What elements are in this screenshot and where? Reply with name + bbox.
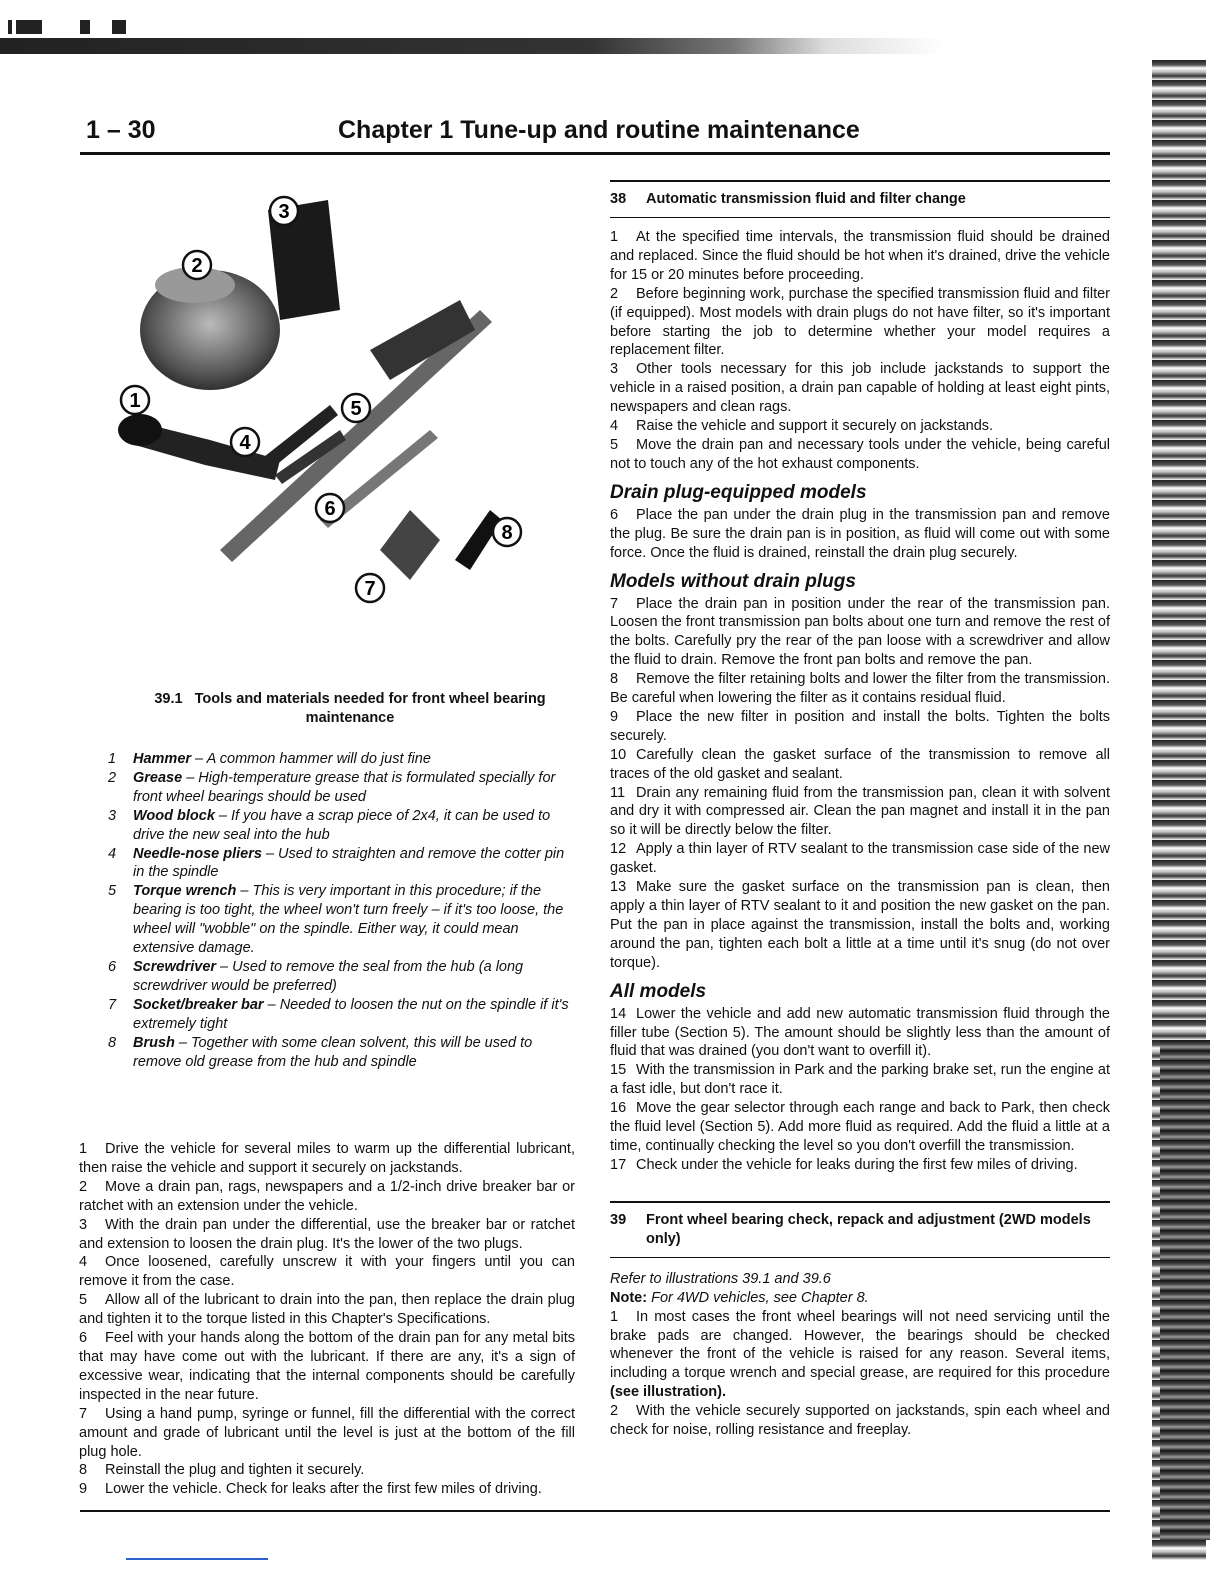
step-number: 9 xyxy=(610,708,619,725)
tools-photo xyxy=(110,190,540,610)
step-text: Drive the vehicle for several miles to warm up the differential lubricant, then raise the vehicle and support it securely on jackstands. xyxy=(79,1141,575,1176)
legend-item xyxy=(108,750,578,769)
legend-description: – Needed to loosen the nut on the spindle if it's extremely tight xyxy=(133,996,569,1032)
step-number: 3 xyxy=(610,361,619,378)
legend-number: 2 xyxy=(108,769,117,786)
legend-item xyxy=(108,996,578,1034)
callout-5 xyxy=(342,394,370,422)
step-number: 10 xyxy=(610,746,627,763)
step-number: 8 xyxy=(610,671,619,688)
step-text: Place the drain pan in position under the rear of the transmission pan. Loosen the front transmission pan bolts about one turn and remove the rest of the bolts. Carefully pry the rear of the pan loose with a screwdriver and allow the fluid to drain. Remove the front pan bolts and remove the pan. xyxy=(610,595,1110,669)
step-number: 1 xyxy=(79,1141,88,1157)
step xyxy=(610,670,1110,708)
legend-description: – Used to remove the seal from the hub (a long screwdriver would be preferred) xyxy=(133,958,524,994)
step xyxy=(610,506,1110,563)
legend-number: 7 xyxy=(108,996,117,1013)
step-number: 2 xyxy=(79,1178,88,1195)
step-text: Raise the vehicle and support it securely on jackstands. xyxy=(636,418,994,435)
svg-text:1: 1 xyxy=(129,390,141,412)
bottom-rule xyxy=(80,1510,1110,1512)
legend-number: 6 xyxy=(108,958,117,975)
legend-term: Grease xyxy=(133,769,183,786)
section-38-all-steps xyxy=(610,1005,1110,1175)
step-text: In most cases the front wheel bearings will not need servicing until the brake pads are changed. However, the bearings should be checked whenever the front of the vehicle is raised for any reason. Several items, including a torque wrench and special grease, are required for this procedure xyxy=(610,1308,1110,1382)
step-text: Other tools necessary for this job include jackstands to support the vehicle in a raised position, a drain pan capable of holding at least eight pints, newspapers and clean rags. xyxy=(610,361,1110,416)
step xyxy=(610,1156,1110,1175)
step-number: 14 xyxy=(610,1005,627,1022)
legend-term: Needle-nose pliers xyxy=(133,845,262,862)
note xyxy=(610,1289,1110,1308)
step xyxy=(610,708,1110,746)
step-text: Using a hand pump, syringe or funnel, fill the differential with the correct amount and grade of lubricant until the level is just at the bottom of the fill plug hole. xyxy=(79,1405,575,1460)
step-number: 12 xyxy=(610,841,627,858)
step xyxy=(79,1480,575,1499)
figure-caption xyxy=(130,690,570,728)
step-number: 6 xyxy=(79,1330,88,1347)
section-38-intro xyxy=(610,228,1110,474)
section-38-title xyxy=(610,182,1110,217)
step xyxy=(79,1291,575,1329)
svg-text:8: 8 xyxy=(501,522,513,544)
section-38-no-drain-steps xyxy=(610,595,1110,973)
legend-term: Socket/breaker bar xyxy=(133,996,264,1013)
section-number: 38 xyxy=(610,191,627,207)
step-text: Carefully clean the gasket surface of the transmission to remove all traces of the old gasket and sealant. xyxy=(610,746,1110,782)
step-text: Place the new filter in position and install the bolts. Tighten the bolts securely. xyxy=(610,708,1110,744)
step-number: 13 xyxy=(610,879,627,896)
legend-term: Hammer xyxy=(133,751,192,767)
legend-item xyxy=(108,845,578,883)
page-header xyxy=(86,116,1110,156)
step-text: At the specified time intervals, the transmission fluid should be drained and replaced. Since the fluid should be hot when it's drained, drive the vehicle for 15 or 20 minutes before proceeding. xyxy=(610,229,1110,283)
step-text: Remove the filter retaining bolts and lower the filter from the transmission. Be careful when lowering the filter as it contains residual fluid. xyxy=(610,671,1110,707)
step xyxy=(610,595,1110,671)
step xyxy=(610,360,1110,417)
step-number: 4 xyxy=(610,418,619,435)
step-text: Allow all of the lubricant to drain into the pan, then replace the drain plug and tighten it to the torque listed in this Chapter's Specifications. xyxy=(79,1292,575,1328)
tools-illustration xyxy=(110,190,540,610)
step-text: Move a drain pan, rags, newspapers and a 1/2-inch drive breaker bar or ratchet with an extension under the vehicle. xyxy=(79,1178,575,1214)
step-text: Drain any remaining fluid from the transmission pan, clean it with solvent and dry it with compressed air. Clean the pan magnet and install it in the pan so it will be directly below the filter. xyxy=(610,784,1110,839)
section-39-title xyxy=(610,1203,1110,1257)
step-number: 2 xyxy=(610,285,619,302)
step-text: With the drain pan under the differential, use the breaker bar or ratchet and extension to loosen the drain plug. It's the lower of the two plugs. xyxy=(79,1216,575,1252)
step-text: With the vehicle securely supported on jackstands, spin each wheel and check for noise, rolling resistance and freeplay. xyxy=(610,1403,1110,1439)
step xyxy=(610,436,1110,474)
svg-text:2: 2 xyxy=(191,255,203,277)
callout-1 xyxy=(121,386,149,414)
step xyxy=(610,784,1110,841)
page-number: 1 – 30 xyxy=(86,116,156,144)
legend-item xyxy=(108,1034,578,1072)
step xyxy=(610,746,1110,784)
step-text: Make sure the gasket surface on the transmission pan is clean, then apply a thin layer of RTV sealant to it and position the new gasket on the pan. Put the pan in place against the transmission, install the bolts and, working around the pan, tighten each bolt a little at a time until it's snug (do not over torque). xyxy=(610,879,1110,971)
callout-4 xyxy=(231,428,259,456)
legend-item xyxy=(108,769,578,807)
step xyxy=(610,285,1110,361)
note-text: For 4WD vehicles, see Chapter 8. xyxy=(651,1289,869,1306)
step-number: 6 xyxy=(610,506,619,523)
step xyxy=(79,1178,575,1216)
step-number: 7 xyxy=(610,595,619,612)
footer-link-line xyxy=(126,1558,268,1560)
callout-3 xyxy=(270,197,298,225)
step-text: Before beginning work, purchase the specified transmission fluid and filter (if equipped). Most models with drain plugs do not have filter, so it's important before starting the job to determine whether your model requires a replacement filter. xyxy=(610,285,1110,359)
step xyxy=(610,228,1110,285)
step-number: 9 xyxy=(79,1481,88,1498)
subhead-drain-plug: Drain plug-equipped models xyxy=(610,481,867,503)
section-rule xyxy=(610,1257,1110,1258)
legend-term: Wood block xyxy=(133,807,215,824)
differential-steps xyxy=(79,1140,575,1499)
hammer-head xyxy=(118,414,162,446)
step-number: 11 xyxy=(610,784,626,801)
section-38-drain-steps xyxy=(610,506,1110,563)
legend-description: – Used to straighten and remove the cotter pin in the spindle xyxy=(133,845,565,881)
step xyxy=(610,1005,1110,1062)
step xyxy=(610,1061,1110,1099)
step xyxy=(79,1216,575,1254)
legend-term: Torque wrench xyxy=(133,883,237,900)
figure-caption-text: Tools and materials needed for front wheel bearing maintenance xyxy=(194,691,546,726)
step-number: 4 xyxy=(79,1254,88,1271)
section-number: 39 xyxy=(610,1211,627,1228)
section-title-text: Automatic transmission fluid and filter change xyxy=(646,191,966,207)
legend-item xyxy=(108,807,578,845)
legend-number: 8 xyxy=(108,1034,117,1051)
header-rule xyxy=(80,152,1110,155)
socket-breaker-bar xyxy=(380,510,440,580)
step-text: Apply a thin layer of RTV sealant to the transmission case side of the new gasket. xyxy=(610,841,1110,877)
legend-number: 1 xyxy=(108,751,117,767)
step-text: Move the gear selector through each range and back to Park, then check the fluid level (Section 5). Add more fluid as required. Add the fluid a little at a time, continually checking the level so you don't overfill the transmission. xyxy=(610,1100,1110,1154)
refer-illustrations: Refer to illustrations 39.1 and 39.6 xyxy=(610,1270,831,1287)
step xyxy=(610,878,1110,973)
legend-item xyxy=(108,882,578,958)
figure-legend xyxy=(108,750,578,1071)
section-rule xyxy=(610,217,1110,218)
step-text: Reinstall the plug and tighten it securely. xyxy=(105,1462,365,1479)
svg-text:4: 4 xyxy=(239,432,251,454)
step-number: 3 xyxy=(79,1216,88,1233)
see-illustration: (see illustration). xyxy=(610,1384,727,1401)
legend-item xyxy=(108,958,578,996)
step xyxy=(79,1405,575,1462)
callout-8 xyxy=(493,518,521,546)
step xyxy=(610,417,1110,436)
legend-number: 5 xyxy=(108,883,117,900)
step-number: 17 xyxy=(610,1156,627,1173)
step xyxy=(79,1461,575,1480)
step-number: 5 xyxy=(610,436,619,453)
step-number: 7 xyxy=(79,1405,88,1422)
step xyxy=(79,1140,575,1178)
legend-number: 4 xyxy=(108,845,117,862)
subhead-all-models: All models xyxy=(610,980,707,1002)
step xyxy=(610,1099,1110,1156)
legend-term: Screwdriver xyxy=(133,958,217,975)
callout-2 xyxy=(183,251,211,279)
legend-description: – A common hammer will do just fine xyxy=(191,751,431,767)
section-title-text: Front wheel bearing check, repack and adjustment (2WD models only) xyxy=(646,1211,1091,1247)
subhead-no-drain: Models without drain plugs xyxy=(610,570,856,592)
step: 2 With the vehicle securely supported on jackstands, spin each wheel and check for noise, rolling resistance and freeplay. xyxy=(610,1403,1110,1439)
step xyxy=(79,1329,575,1405)
step-number: 1 xyxy=(610,229,619,245)
scan-marks xyxy=(0,20,140,36)
step-text: Lower the vehicle. Check for leaks after the first few miles of driving. xyxy=(105,1481,542,1498)
legend-description: – Together with some clean solvent, this will be used to remove old grease from the hub and spindle xyxy=(133,1034,533,1070)
step: 1 In most cases the front wheel bearings will not need servicing until the brake pads are changed. However, the bearings should be checked whenever the front of the vehicle is raised for any reason. Several items, including a torque wrench and special grease, are required for this procedure (see illustration). xyxy=(610,1308,1110,1401)
step-text: With the transmission in Park and the parking brake set, run the engine at a fast idle, but don't race it. xyxy=(610,1062,1110,1098)
legend-number: 3 xyxy=(108,807,117,824)
svg-text:5: 5 xyxy=(350,398,362,420)
step xyxy=(610,840,1110,878)
legend-description: – This is very important in this procedure; if the bearing is too tight, the wheel won't turn freely – if it's too loose, the wheel will "wobble" on the spindle. Either way, it could mean extensive damage. xyxy=(133,883,564,957)
step-text: Once loosened, carefully unscrew it with your fingers until you can remove it from the case. xyxy=(79,1254,575,1290)
legend-term: Brush xyxy=(133,1034,175,1051)
step-text: Move the drain pan and necessary tools under the vehicle, being careful not to touch any of the hot exhaust components. xyxy=(610,436,1110,472)
svg-text:7: 7 xyxy=(364,578,376,600)
right-column xyxy=(610,180,1110,1440)
chapter-title: Chapter 1 Tune-up and routine maintenance xyxy=(338,116,860,144)
step xyxy=(79,1253,575,1291)
step-number: 5 xyxy=(79,1292,88,1309)
step-text: Check under the vehicle for leaks during the first few miles of driving. xyxy=(636,1156,1078,1173)
note-label: Note: xyxy=(610,1289,648,1306)
callout-7 xyxy=(356,574,384,602)
callout-6 xyxy=(316,494,344,522)
scan-edge-right-lower xyxy=(1160,1040,1210,1540)
svg-text:6: 6 xyxy=(324,498,336,520)
figure-caption-number: 39.1 xyxy=(154,691,183,707)
legend-description: – High-temperature grease that is formulated specially for front wheel bearings should be used xyxy=(133,769,556,805)
step-number: 15 xyxy=(610,1062,627,1079)
step-number: 8 xyxy=(79,1462,88,1479)
step-text: Lower the vehicle and add new automatic transmission fluid through the filler tube (Section 5). The amount should be slightly less than the amount of fluid that was drained (you don't want to overfill it). xyxy=(610,1005,1110,1060)
step-number: 16 xyxy=(610,1100,627,1117)
step-text: Place the pan under the drain plug in the transmission pan and remove the plug. Be sure the drain pan is in position, as fluid will come out with some force. Once the fluid is drained, reinstall the drain plug securely. xyxy=(610,506,1110,561)
legend-description: – If you have a scrap piece of 2x4, it can be used to drive the new seal into the hub xyxy=(133,807,551,843)
svg-text:3: 3 xyxy=(278,201,290,223)
scan-edge-top xyxy=(0,38,1180,54)
step-text: Feel with your hands along the bottom of the drain pan for any metal bits that may have come out with the lubricant. If there are any, it's a sign of excessive wear, indicating that the internal components should be carefully inspected in the near future. xyxy=(79,1330,575,1403)
